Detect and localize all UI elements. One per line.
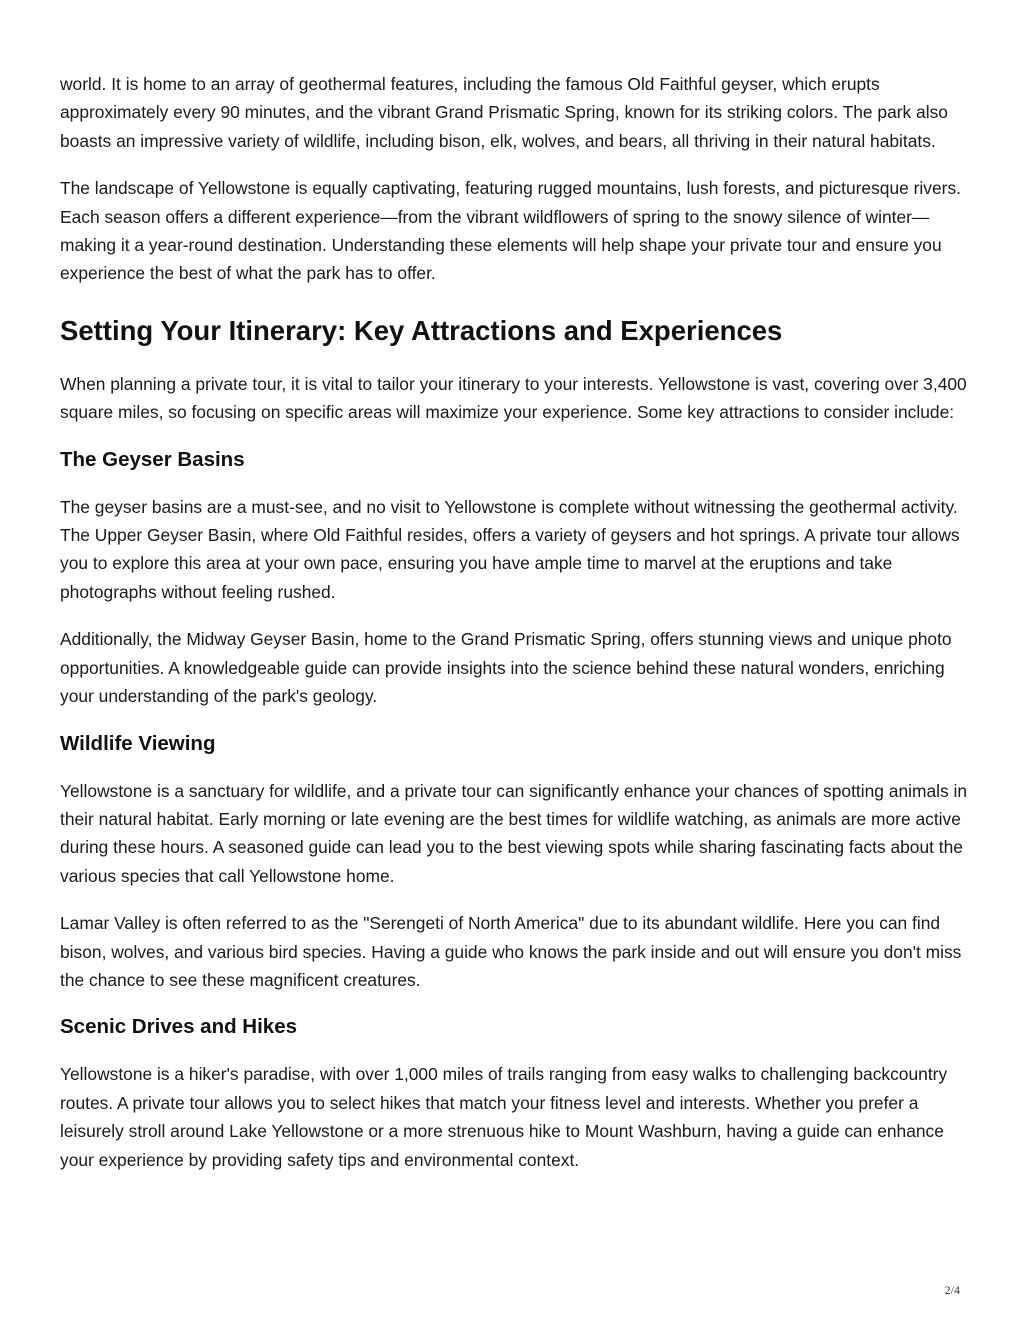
subheading-wildlife-viewing: Wildlife Viewing bbox=[60, 731, 216, 755]
paragraph-hikes: Yellowstone is a hiker's paradise, with over 1,000 miles of trails ranging from easy walks to challenging backcountry routes. A private tour allows you to select hikes that match your fitness level and interests. Whether you prefer a leisurely stroll around Lake Yellowstone or a more strenuous hike to Mount Washburn, having a guide can enhance your experience by providing safety tips and environmental context. bbox=[60, 1064, 948, 1170]
paragraph-geyser-basins: The geyser basins are a must-see, and no visit to Yellowstone is complete without witnessing the geothermal activity. The Upper Geyser Basin, where Old Faithful resides, offers a variety of geysers and hot springs. A private tour allows you to explore this area at your own pace, ensuring you have ample time to marvel at the eruptions and take photographs without feeling rushed. bbox=[60, 496, 960, 602]
subheading-geyser-basins: The Geyser Basins bbox=[60, 447, 245, 471]
paragraph-lamar-valley: Lamar Valley is often referred to as the "Serengeti of North America" due to its abundant wildlife. Here you can find bison, wolves, and various bird species. Having a guide who knows the park inside and out will ensure you don't miss the chance to see these magnificent creatures. bbox=[60, 913, 962, 990]
document-page bbox=[60, 70, 970, 1193]
paragraph-itinerary: When planning a private tour, it is vital to tailor your itinerary to your interests. Yellowstone is vast, covering over 3,400 square miles, so focusing on specific areas will maximize your experience. Some key attractions to consider include: bbox=[60, 373, 967, 423]
paragraph-wildlife: Yellowstone is a sanctuary for wildlife, and a private tour can significantly enhance your chances of spotting animals in their natural habitat. Early morning or late evening are the best times for wildlife watching, as animals are more active during these hours. A seasoned guide can lead you to the best viewing spots while sharing fascinating facts about the various species that call Yellowstone home. bbox=[60, 780, 968, 886]
subheading-scenic-drives: Scenic Drives and Hikes bbox=[60, 1015, 298, 1039]
page-number: 2/4 bbox=[944, 1283, 960, 1297]
section-title: Setting Your Itinerary: Key Attractions and Experiences bbox=[60, 314, 783, 346]
paragraph-midway-basin: Additionally, the Midway Geyser Basin, home to the Grand Prismatic Spring, offers stunning views and unique photo opportunities. A knowledgeable guide can provide insights into the science behind these natural wonders, enriching your understanding of the park's geology. bbox=[60, 629, 952, 707]
paragraph-landscape: The landscape of Yellowstone is equally captivating, featuring rugged mountains, lush forests, and picturesque rivers. Each season offers a different experience—from the vibrant wildflowers of spring to the snowy silence of winter—making it a year-round destination. Understanding these elements will help shape your private tour and ensure you experience the best of what the park has to offer. bbox=[60, 178, 961, 284]
paragraph-intro-continued: world. It is home to an array of geothermal features, including the famous Old Faithful geyser, which erupts approximately every 90 minutes, and the vibrant Grand Prismatic Spring, known for its striking colors. The park also boasts an impressive variety of wildlife, including bison, elk, wolves, and bears, all thriving in their natural habitats. bbox=[60, 74, 948, 151]
